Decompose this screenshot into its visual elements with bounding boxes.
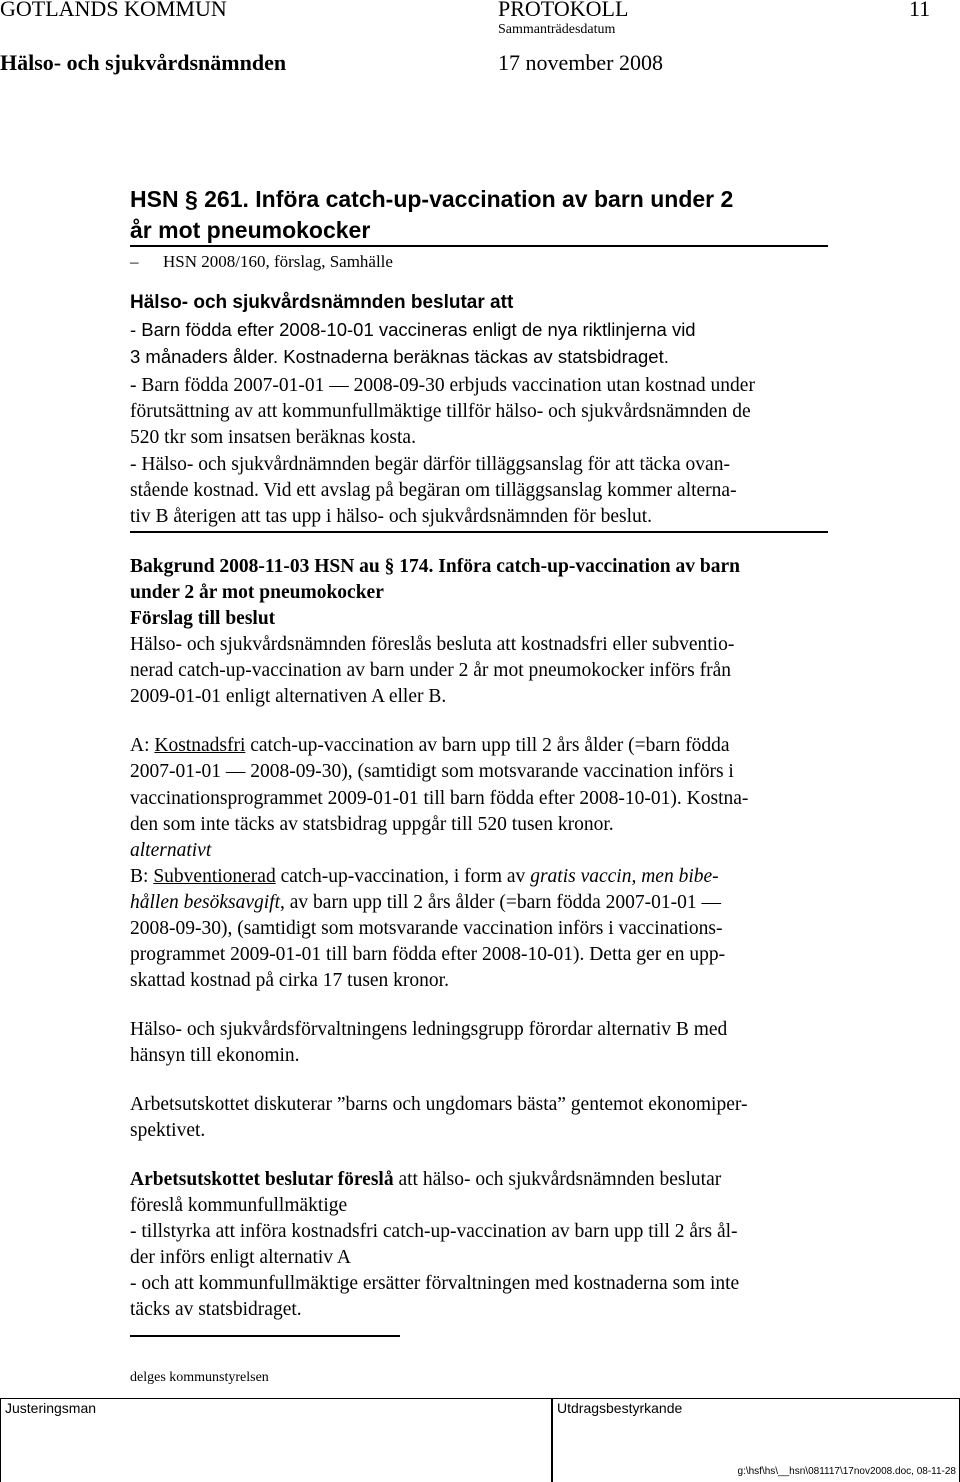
alt-b-text: catch-up-vaccination, i form av bbox=[275, 866, 531, 887]
file-path: g:\hsf\hs\__hsn\081117\17nov2008.doc, 08-11-28 bbox=[737, 1466, 956, 1477]
alt-b-prefix: B: bbox=[130, 866, 154, 887]
alt-a-line: vaccinationsprogrammet 2009-01-01 till barn födda efter 2008-10-01). Kostna- bbox=[130, 788, 749, 809]
au-decision-line: - och att kommunfullmäktige ersätter förvaltningen med kostnaderna som inte bbox=[130, 1273, 740, 1294]
alt-a-keyword: Kostnadsfri bbox=[154, 735, 246, 756]
au-decision-line: der införs enligt alternativ A bbox=[130, 1247, 351, 1268]
au-discussion-line: Arbetsutskottet diskuterar ”barns och ungdomars bästa” gentemot ekonomiper- bbox=[130, 1094, 748, 1115]
committee-name: Hälso- och sjukvårdsnämnden bbox=[0, 50, 287, 75]
proposal-line: 2009-01-01 enligt alternativen A eller B. bbox=[130, 686, 447, 707]
alt-b-italic: gratis vaccin, men bibe- bbox=[530, 866, 719, 887]
section-sign: § bbox=[384, 556, 395, 577]
au-decision-line: föreslå kommunfullmäktige bbox=[130, 1195, 348, 1216]
alt-b-italic: hållen besöksavgift bbox=[130, 892, 281, 913]
alternativt-label: alternativt bbox=[130, 840, 212, 861]
decision-line: förutsättning av att kommunfullmäktige tillför hälso- och sjukvårdsnämnden de bbox=[130, 401, 751, 422]
justeringsman-label: Justeringsman bbox=[5, 1400, 97, 1416]
background-heading bbox=[130, 554, 740, 580]
case-dash: – bbox=[130, 252, 139, 271]
alt-b-line: programmet 2009-01-01 till barn födda efter 2008-10-01). Detta ger en upp- bbox=[130, 944, 726, 965]
proposal-line: Hälso- och sjukvårdsnämnden föreslås besluta att kostnadsfri eller subventio- bbox=[130, 634, 735, 655]
decision-line: - Barn födda 2007-01-01 — 2008-09-30 erbjuds vaccination utan kostnad under bbox=[130, 375, 755, 396]
page-number: 11 bbox=[909, 0, 931, 21]
proposal-line: nerad catch-up-vaccination av barn under 2 år mot pneumokocker införs från bbox=[130, 660, 731, 681]
title-text: 261. Införa catch-up-vaccination av barn under 2 bbox=[204, 186, 734, 212]
background-heading-part2: 174. Införa catch-up-vaccination av barn bbox=[399, 556, 740, 577]
au-decision-bold: Arbetsutskottet beslutar föreslå bbox=[130, 1169, 394, 1190]
utdragsbestyrkande-label: Utdragsbestyrkande bbox=[557, 1400, 683, 1416]
alt-a-line1 bbox=[130, 733, 730, 759]
mgmt-line: hänsyn till ekonomin. bbox=[130, 1045, 300, 1066]
au-decision-line: täcks av statsbidraget. bbox=[130, 1299, 302, 1320]
date-label: Sammanträdesdatum bbox=[498, 22, 616, 37]
meeting-date: 17 november 2008 bbox=[498, 50, 663, 75]
decision-line: 3 månaders ålder. Kostnaderna beräknas täckas av statsbidraget. bbox=[130, 346, 669, 367]
signature-rule bbox=[130, 1335, 400, 1337]
decision-line: - Barn födda efter 2008-10-01 vaccineras enligt de nya riktlinjerna vid bbox=[130, 319, 696, 340]
alt-a-line: den som inte täcks av statsbidrag uppgår till 520 tusen kronor. bbox=[130, 814, 614, 835]
alt-b-line1 bbox=[130, 864, 719, 890]
alt-b-line: 2008-09-30), (samtidigt som motsvarande vaccination införs i vaccinations- bbox=[130, 918, 723, 939]
au-decision-line: - tillstyrka att införa kostnadsfri catch-up-vaccination av barn upp till 2 års ål- bbox=[130, 1221, 738, 1242]
decision-heading: Hälso- och sjukvårdsnämnden beslutar att bbox=[130, 292, 514, 313]
decision-line: 520 tkr som insatsen beräknas kosta. bbox=[130, 427, 416, 448]
alt-a-text: catch-up-vaccination av barn upp till 2 års ålder (=barn födda bbox=[245, 735, 730, 756]
decision-line: stående kostnad. Vid ett avslag på begäran om tilläggsanslag kommer alterna- bbox=[130, 480, 737, 501]
alt-b-text: , av barn upp till 2 års ålder (=barn födda 2007-01-01 — bbox=[280, 892, 721, 913]
decision-rule bbox=[130, 531, 828, 533]
distribution-note: delges kommunstyrelsen bbox=[130, 1370, 269, 1385]
section-sign: § bbox=[184, 186, 198, 212]
alt-b-line2 bbox=[130, 890, 721, 916]
au-decision-line1 bbox=[130, 1167, 721, 1193]
section-title-line1 bbox=[130, 186, 733, 213]
background-heading-part1: Bakgrund 2008-11-03 HSN au bbox=[130, 556, 380, 577]
title-rule bbox=[130, 245, 828, 247]
decision-line: tiv B återigen att tas upp i hälso- och sjukvårdsnämnden för beslut. bbox=[130, 506, 653, 527]
section-title-line2: år mot pneumokocker bbox=[130, 217, 371, 243]
mgmt-line: Hälso- och sjukvårdsförvaltningens ledningsgrupp förordar alternativ B med bbox=[130, 1019, 728, 1040]
alt-a-prefix: A: bbox=[130, 735, 155, 756]
org-name: GOTLANDS KOMMUN bbox=[0, 0, 227, 21]
case-reference: HSN 2008/160, förslag, Samhälle bbox=[163, 252, 393, 271]
au-decision-text: att hälso- och sjukvårdsnämnden beslutar bbox=[393, 1169, 722, 1190]
alt-b-line: skattad kostnad på cirka 17 tusen kronor. bbox=[130, 970, 449, 991]
proposal-heading: Förslag till beslut bbox=[130, 608, 276, 629]
doc-type: PROTOKOLL bbox=[498, 0, 629, 21]
decision-line: - Hälso- och sjukvårdnämnden begär därför tilläggsanslag för att täcka ovan- bbox=[130, 454, 730, 475]
alt-a-line: 2007-01-01 — 2008-09-30), (samtidigt som motsvarande vaccination införs i bbox=[130, 761, 734, 782]
alt-b-keyword: Subventionerad bbox=[153, 866, 276, 887]
title-prefix: HSN bbox=[130, 186, 179, 212]
background-heading-line2: under 2 år mot pneumokocker bbox=[130, 582, 384, 603]
au-discussion-line: spektivet. bbox=[130, 1120, 206, 1141]
